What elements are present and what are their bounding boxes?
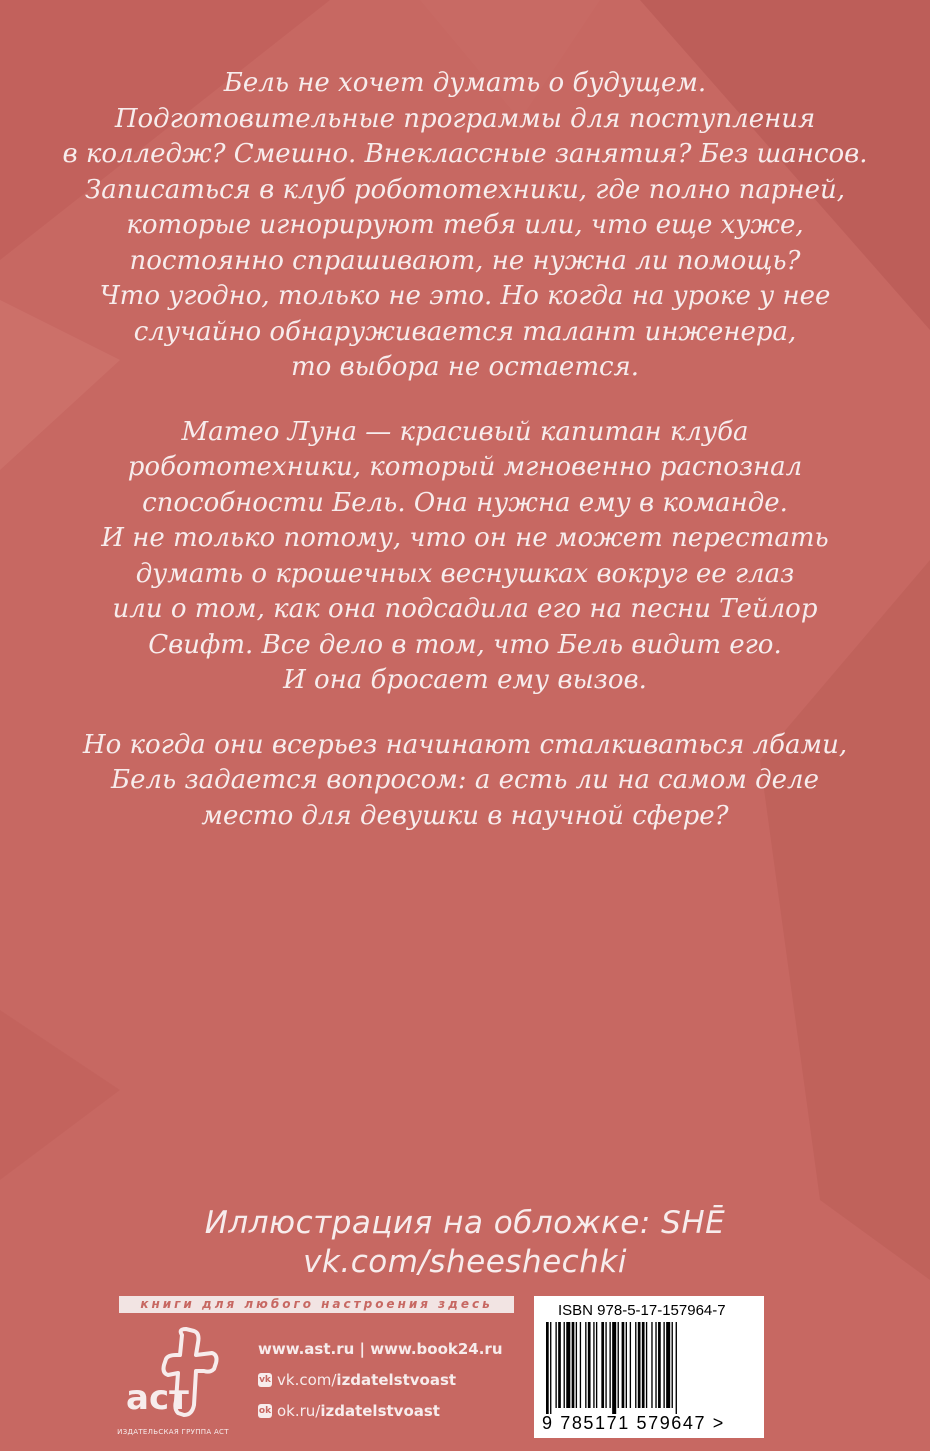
- barcode-icon: [544, 1322, 756, 1414]
- isbn-digits: 9 785171 579647 >: [542, 1413, 725, 1433]
- publisher-tagline: книги для любого настроения здесь: [119, 1296, 514, 1313]
- blurb-paragraph: [40, 66, 890, 386]
- blurb-line: Матео Луна — красивый капитан клуба: [181, 416, 749, 447]
- blurb-line: Что угодно, только не это. Но когда на уроке у нее: [99, 281, 831, 311]
- blurb-line: в колледж? Смешно. Внеклассные занятия? Без шансов.: [62, 139, 868, 169]
- blurb-line: то выбора не остается.: [290, 352, 640, 382]
- isbn-barcode-box: [534, 1296, 764, 1438]
- publisher-vk-link[interactable]: vk vk.com/ izdatelstvoast: [259, 1370, 457, 1389]
- blurb-line: робототехники, который мгновенно распознал: [127, 452, 803, 482]
- blurb-line: случайно обнаруживается талант инженера,: [133, 316, 797, 347]
- blurb-line: Свифт. Все дело в том, что Бель видит его.: [148, 629, 782, 660]
- publisher-sites[interactable]: www.ast.ru | www.book24.ru: [258, 1339, 503, 1358]
- blurb-line: Бель не хочет думать о будущем.: [223, 68, 707, 98]
- blurb-line: думать о крошечных веснушках вокруг ее глаз: [135, 558, 795, 589]
- blurb-line: И не только потому, что он не может перестать: [101, 523, 829, 553]
- publisher-caption: ИЗДАТЕЛЬСКАЯ ГРУППА АСТ: [117, 1428, 229, 1436]
- publisher-links: [258, 1333, 503, 1426]
- publisher-ok-link[interactable]: ok ok.ru/ izdatelstvoast: [258, 1401, 440, 1420]
- blurb-line: И она бросает ему вызов.: [283, 665, 647, 695]
- vk-icon: vk: [259, 1374, 271, 1385]
- blurb-line: место для девушки в научной сфере?: [201, 800, 729, 831]
- blurb-line: постоянно спрашивают, не нужна ли помощь?: [129, 245, 801, 276]
- ast-logo-text: аст: [126, 1378, 189, 1418]
- blurb-line: которые игнорируют тебя или, что еще хуже,: [126, 210, 804, 240]
- isbn-label: ISBN 978-5-17-157964-7: [558, 1302, 726, 1319]
- blurb-paragraph: [40, 415, 890, 699]
- blurb-line: Подготовительные программы для поступления: [114, 103, 816, 134]
- blurb-text: [40, 66, 890, 863]
- odnoklassniki-icon: ok: [258, 1405, 272, 1416]
- blurb-line: Но когда они всерьез начинают сталкиваться лбами,: [82, 729, 848, 760]
- illustration-credit: Иллюстрация на обложке: SHĒ: [204, 1205, 726, 1241]
- blurb-line: или о том, как она подсадила его на песни Тейлор: [112, 594, 818, 624]
- ast-logo-icon: [120, 1325, 220, 1425]
- blurb-paragraph: [40, 728, 890, 835]
- illustrator-vk-link[interactable]: vk.com/sheeshechki: [303, 1244, 627, 1280]
- blurb-line: Бель задается вопросом: а есть ли на самом деле: [111, 765, 819, 795]
- blurb-line: Записаться в клуб робототехники, где полно парней,: [85, 174, 845, 205]
- blurb-line: способности Бель. Она нужна ему в команде.: [142, 487, 788, 518]
